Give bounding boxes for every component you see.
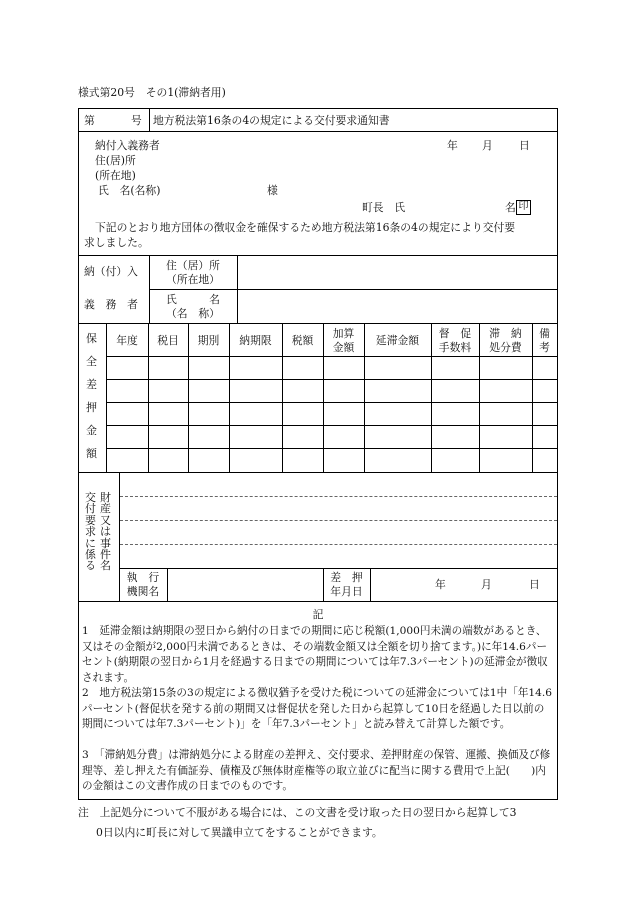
vertical-label-char: 産 — [100, 502, 111, 516]
taxpayer-label: 納付入義務者 — [95, 139, 160, 152]
note-item-2-text: 2 地方税法第15条の3の規定による徴収猶予を受けた税についての延滞金については1中「年14.6パーセント(督促状を発する前の期間又は督促状を発した日から起算して10日を経過した日以前の期間については年7.3パーセント)」を「年7.3パーセント」と読み替えて計算した額です。 — [82, 687, 553, 730]
vertical-label-char: 金 — [86, 424, 97, 437]
col-header-dunning-l1: 督 促 — [438, 327, 472, 340]
seizure-date-label-line1: 差 押 — [330, 571, 363, 584]
payer-name-label-line1: 氏 名 — [166, 293, 220, 306]
payer-address-label-line1: 住（居）所 — [166, 259, 220, 272]
vertical-label-char: 件 — [100, 547, 111, 561]
note-item-3 — [82, 748, 554, 795]
doc-number-suffix: 号 — [131, 114, 142, 127]
vertical-label-char: 押 — [86, 401, 97, 414]
table-row[interactable] — [107, 449, 557, 472]
vertical-label-char: 交 — [85, 491, 96, 504]
note-item-1 — [82, 624, 554, 686]
payer-address-label-line2: （所在地） — [166, 273, 220, 286]
col-header-delinquency: 延滞金額 — [375, 334, 420, 347]
vertical-label-char: 又 — [100, 513, 111, 527]
notes-heading: 記 — [312, 608, 324, 621]
address-label: 住(居)所 — [95, 154, 136, 167]
vertical-label-char: る — [85, 559, 96, 573]
issue-date-month: 月 — [482, 139, 493, 152]
vertical-label-char: 額 — [86, 447, 97, 460]
doc-number-prefix: 第 — [84, 114, 95, 127]
location-label: (所在地) — [95, 169, 136, 182]
col-header-remarks-l2: 考 — [539, 341, 550, 354]
vertical-label-char: 係 — [85, 547, 96, 561]
col-header-due-date: 納期限 — [239, 334, 272, 347]
col-header-remarks-l1: 備 — [539, 327, 550, 340]
amount-side-label — [85, 333, 98, 471]
seizure-date-label-line2: 年月日 — [330, 585, 363, 598]
vertical-label-char: 保 — [86, 332, 97, 345]
property-description-field[interactable] — [120, 473, 557, 568]
col-header-dunning-l2: 手数料 — [438, 341, 472, 354]
payer-label-line1: 納（付）入 — [84, 265, 138, 278]
issue-date-day: 日 — [519, 139, 530, 152]
footer-note-line2: 0日以内に町長に対して異議申立てをすることができます。 — [96, 826, 383, 839]
table-row[interactable] — [107, 426, 557, 448]
payer-address-field[interactable] — [238, 256, 557, 289]
vertical-label-char: 名 — [100, 559, 111, 573]
mayor-name-label: 名 — [505, 201, 516, 214]
seizure-date-day: 日 — [529, 578, 540, 591]
property-side-label-col1 — [84, 492, 97, 572]
agency-label-line1: 執 行 — [126, 571, 160, 584]
col-header-disposal-l2: 処分費 — [489, 341, 522, 354]
note-item-3-text: 3 「滞納処分費」は滞納処分による財産の差押え、交付要求、差押財産の保管、運搬、換価及び修理等、差し押えた有価証券、債権及び無体財産権等の取立並びに配当に関する費用で上記( )内の金額はこの文書作成の日までのものです。 — [82, 749, 551, 792]
form-number: 様式第20号 その1(滞納者用) — [78, 86, 226, 99]
note-item-2 — [82, 686, 554, 733]
issue-date-year: 年 — [447, 139, 458, 152]
vertical-label-char: 事 — [100, 536, 111, 550]
payer-name-field[interactable] — [238, 290, 557, 323]
body-text-line2: 求しました。 — [84, 236, 149, 249]
vertical-label-char: 財 — [100, 491, 111, 504]
table-row[interactable] — [107, 357, 557, 379]
mayor-label: 町長 氏 — [362, 201, 406, 214]
table-row[interactable] — [107, 403, 557, 425]
agency-label-line2: 機関名 — [126, 585, 160, 598]
vertical-label-char: 付 — [85, 502, 96, 516]
col-header-disposal-l1: 滞 納 — [489, 327, 522, 340]
col-header-year: 年度 — [116, 334, 138, 347]
table-row[interactable] — [107, 380, 557, 402]
seizure-date-month: 月 — [481, 578, 492, 591]
document-title: 地方税法第16条の4の規定による交付要求通知書 — [153, 114, 390, 127]
vertical-label-char: 求 — [85, 525, 96, 539]
footer-note-line1: 注 上記処分について不服がある場合には、この文書を受け取った日の翌日から起算して3 — [78, 806, 517, 819]
honorific: 様 — [267, 184, 278, 197]
payer-name-label-line2: （名 称） — [166, 307, 220, 320]
col-header-tax-item: 税目 — [157, 334, 179, 347]
seal-mark: 印 — [516, 200, 531, 215]
col-header-additional-l1: 加算 — [332, 327, 355, 340]
vertical-label-char: 差 — [86, 378, 97, 391]
vertical-label-char: 全 — [86, 355, 97, 368]
col-header-period: 期別 — [197, 334, 220, 347]
vertical-label-char: 要 — [85, 513, 96, 527]
agency-name-field[interactable] — [168, 569, 323, 601]
seizure-date-year: 年 — [435, 578, 446, 591]
name-label: 氏 名(名称) — [98, 184, 161, 197]
vertical-label-char: に — [85, 536, 96, 550]
payer-label-line2: 義 務 者 — [84, 298, 138, 311]
note-item-1-text: 1 延滞金額は納期限の翌日から納付の日までの期間に応じ税額(1,000円未満の端数があるとき、又はその金額が2,000円未満であるときは、その端数金額又は全額を切り捨てます。)に年14.6パーセント(納期限の翌日から1月を経過する日までの期間については年7.3パーセント)の延滞金が徴収されます。 — [82, 625, 548, 684]
col-header-tax-amount: 税額 — [291, 334, 314, 347]
vertical-label-char: は — [100, 525, 111, 539]
property-side-label-col2 — [99, 492, 112, 572]
col-header-additional-l2: 金額 — [332, 341, 355, 354]
body-text-line1: 下記のとおり地方団体の徴収金を確保するため地方税法第16条の4の規定により交付要 — [95, 221, 516, 234]
